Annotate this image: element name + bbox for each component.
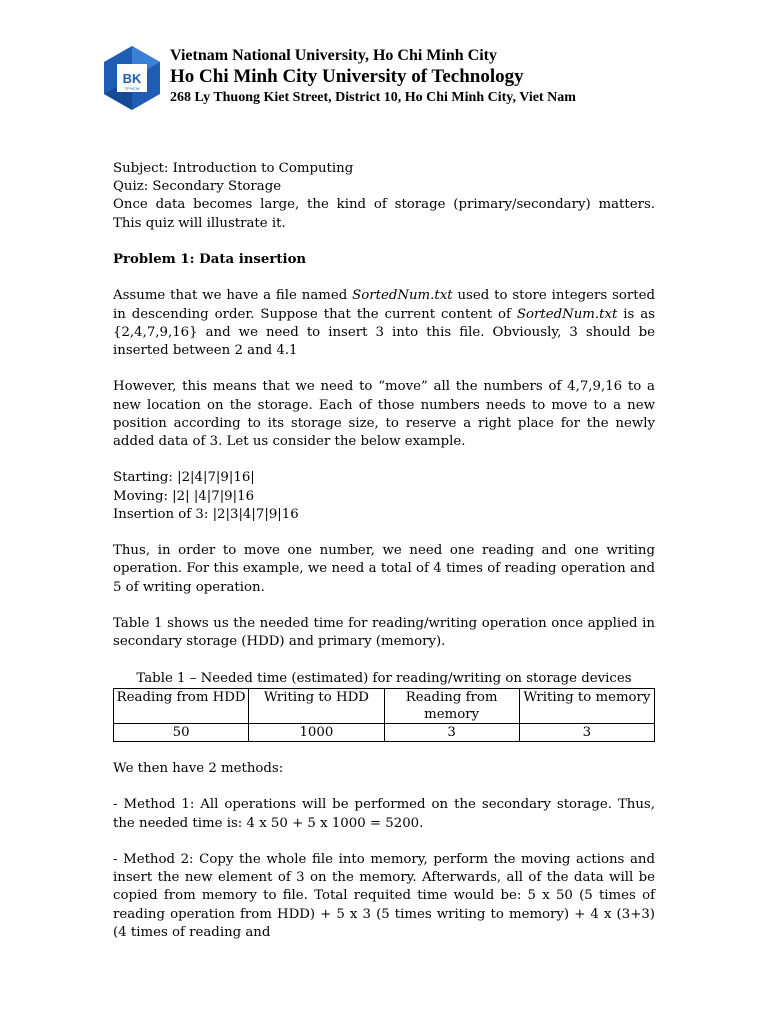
subject-line: Subject: Introduction to Computing bbox=[113, 161, 354, 176]
table-cell: 3 bbox=[384, 723, 519, 741]
table-row bbox=[114, 723, 655, 741]
table-caption: Table 1 – Needed time (estimated) for reading/writing on storage devices bbox=[136, 670, 632, 686]
filename: SortedNum.txt bbox=[516, 306, 618, 322]
table-cell: 3 bbox=[519, 723, 654, 741]
table-header-cell: Reading from memory bbox=[384, 688, 519, 723]
header-line-2: Ho Chi Minh City University of Technology bbox=[170, 66, 524, 87]
table-header-row bbox=[114, 688, 655, 723]
letterhead bbox=[170, 46, 576, 107]
timing-table bbox=[113, 688, 655, 742]
paragraph-1: Assume that we have a file named SortedNum.txt used to store integers sorted in descending order. Suppose that the current content of SortedNum.txt is as {2,4,7,9,16} and we need to insert 3 into this file. Obviously, 3 should be inserted between 2 and 4.1 bbox=[113, 288, 655, 358]
logo-text: BK bbox=[122, 71, 142, 86]
example-moving: Moving: |2| |4|7|9|16 bbox=[113, 488, 255, 504]
table-header-cell: Writing to HDD bbox=[249, 688, 384, 723]
logo-subtext: TP.HCM bbox=[124, 86, 140, 91]
problem-heading: Problem 1: Data insertion bbox=[113, 252, 307, 267]
table-cell: 50 bbox=[114, 723, 249, 741]
example-insertion: Insertion of 3: |2|3|4|7|9|16 bbox=[113, 506, 299, 522]
method-1: - Method 1: All operations will be performed on the secondary storage. Thus, the needed time is: 4 x 50 + 5 x 1000 = 5200. bbox=[113, 797, 655, 831]
example-starting: Starting: |2|4|7|9|16| bbox=[113, 470, 255, 486]
filename: SortedNum.txt bbox=[352, 288, 453, 304]
document-body bbox=[113, 160, 655, 942]
table-header-cell: Writing to memory bbox=[519, 688, 654, 723]
paragraph-3: Thus, in order to move one number, we need one reading and one writing operation. For this example, we need a total of 4 times of reading operation and 5 of writing operation. bbox=[113, 543, 655, 595]
quiz-line: Quiz: Secondary Storage bbox=[113, 179, 282, 195]
method-2: - Method 2: Copy the whole file into memory, perform the moving actions and insert the new element of 3 on the memory. Afterwards, all of the data will be copied from memory to file. Total requited time would be: 5 x 50 (5 times of reading operation from HDD) + 5 x 3 (5 times writing to memory) + 4 x (3+3) (4 times of reading and bbox=[113, 851, 655, 940]
intro-paragraph: Once data becomes large, the kind of storage (primary/secondary) matters. This quiz will illustrate it. bbox=[113, 197, 655, 231]
table-header-cell: Reading from HDD bbox=[114, 688, 249, 723]
paragraph-5: We then have 2 methods: bbox=[113, 760, 284, 776]
university-logo bbox=[100, 44, 164, 112]
paragraph-4: Table 1 shows us the needed time for reading/writing operation once applied in secondary storage (HDD) and primary (memory). bbox=[113, 615, 655, 650]
header-line-1: Vietnam National University, Ho Chi Minh City bbox=[170, 47, 497, 64]
paragraph-2: However, this means that we need to “move” all the numbers of 4,7,9,16 to a new location on the storage. Each of those numbers needs to move to a new position according to its storage size, to reserve a right place for the newly added data of 3. Let us consider the below example. bbox=[113, 379, 655, 449]
header-address: 268 Ly Thuong Kiet Street, District 10, Ho Chi Minh City, Viet Nam bbox=[170, 90, 576, 105]
table-cell: 1000 bbox=[249, 723, 384, 741]
